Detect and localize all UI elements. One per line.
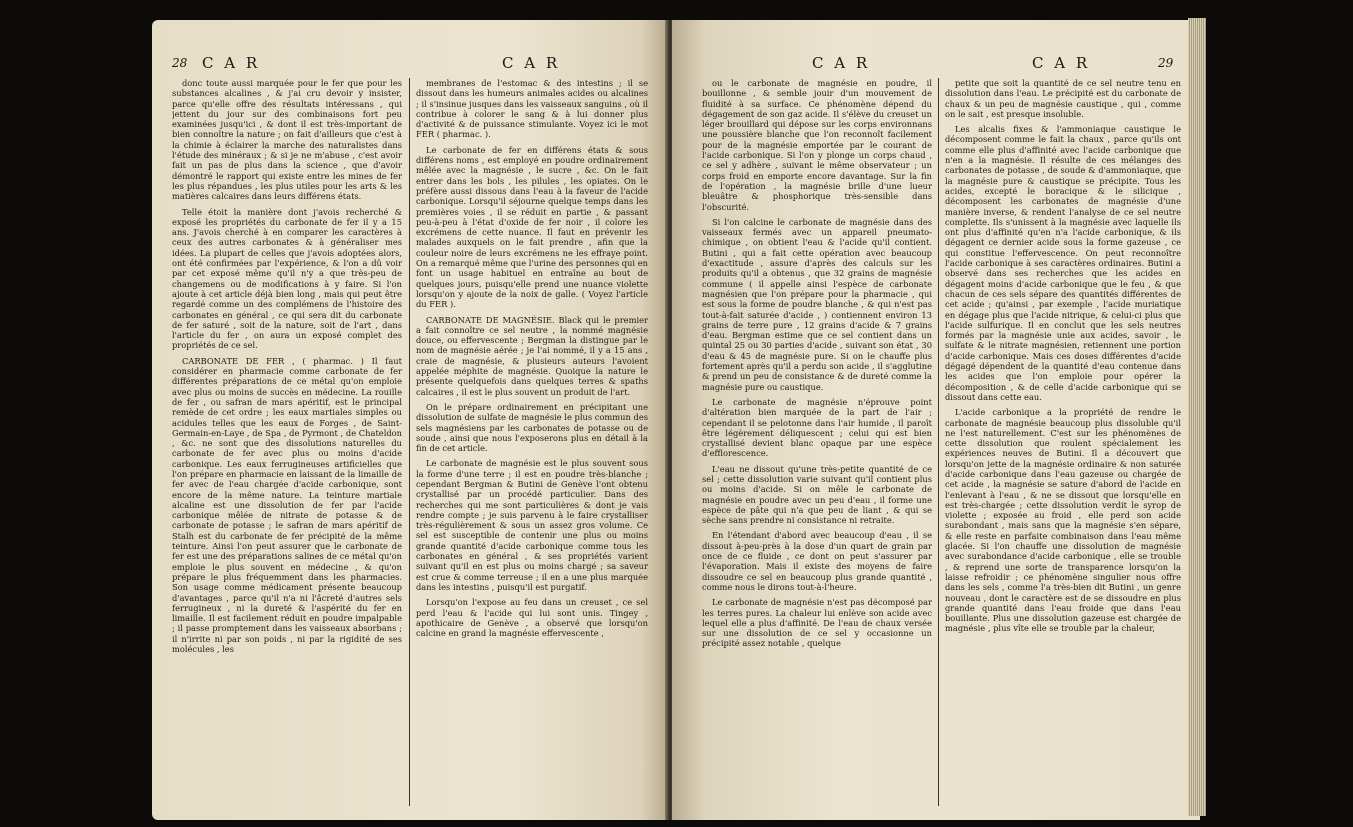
text-column-1 (172, 78, 402, 810)
running-head-right: C A R (1032, 54, 1091, 72)
running-head-left: C A R (812, 54, 871, 72)
paragraph: Le carbonate de magnésie n'éprouve point d'altération bien marquée de la part de l'air ; cependant il se pelotonne dans l'air humide , il paroît être légèrement déliquescent ; celui qui est bien crystallisé devient blanc opaque par une espèce d'efflorescence. (702, 396, 932, 459)
right-page (672, 20, 1200, 820)
paragraph: membranes de l'estomac & des intestins ; il se dissout dans les humeurs animales acides ou alcalines ; il s'insinue jusques dans les vaisseaux sanguins , où il contribue à colorer le sang & à lui donner plus d'activité & de puissance stimulante. Voyez ici le mot FER ( pharmac. ). (416, 78, 648, 140)
paragraph: donc toute aussi marquée pour le fer que pour les substances alcalines , & j'ai cru devoir y insister, parce qu'elle offre des résultats intéressans , qui jettent du jour sur des combinaisons fort peu examinées jusqu'ici , & dont il est très-important de bien connoître la nature ; on fait d'ailleurs que c'est à la chimie à éclairer la marche des naturalistes dans l'étude des minéraux ; & si je ne m'abuse , c'est avoir fait un pas de plus dans la science , que d'avoir démontré le rapport qui existe entre les mines de fer les plus répandues , les plus utiles pour les arts & les matières calcaires dans leurs différens états. (172, 78, 402, 202)
paragraph: petite que soit la quantité de ce sel neutre tenu en dissolution dans l'eau. Le précipité est du carbonate de chaux & un peu de magnésie caustique , qui , comme on le sait , est presque insoluble. (945, 78, 1181, 119)
paragraph: Le carbonate de fer en différens états & sous différens noms , est employé en poudre ordinairement mêlée avec la magnésie , le sucre , &c. On le fait entrer dans les bols , les pilules , les opiates. On le préfère aussi dissous dans l'eau à la faveur de l'acide carbonique. Lorsqu'il séjourne quelque temps dans les premières voies , il se réduit en partie , & passant peu-à-peu à l'état d'oxide de fer noir , il colore les excrémens de cette nuance. Il faut en prévenir les malades auxquels on le fait prendre , afin que la couleur noire de leurs excrémens ne les effraye point. On a remarqué même que l'urine des personnes qui en font un usage habituel en entraîne au bout de quelques jours, puisqu'elle prend une nuance violette lorsqu'on y ajoute de la noix de galle. ( Voyez l'article du FER ). (416, 144, 648, 310)
paragraph: Si l'on calcine le carbonate de magnésie dans des vaisseaux fermés avec un appareil pneumato-chimique , on obtient l'eau & l'acide qu'il contient. Butini , qui a fait cette opération avec beaucoup d'exactitude , assure d'après des calculs sur les produits qu'il a obtenus , que 32 grains de magnésie commune ( il appelle ainsi l'espèce de carbonate magnésien que l'on prépare pour la pharmacie , qui est sous la forme de poudre blanche , & qui n'est pas tout-à-fait saturée d'acide , ) contiennent environ 13 grains de terre pure , 12 grains d'acide & 7 grains d'eau. Bergman estime que ce sel contient dans un quintal 25 ou 30 parties d'acide , suivant son état , 30 d'eau & 45 de magnésie pure. Si on le chauffe plus fortement après qu'il a perdu son acide , il s'agglutine & prend un peu de consistance & de dureté comme la magnésie pure ou caustique. (702, 216, 932, 392)
paragraph: Telle étoit la manière dont j'avois recherché & exposé les propriétés du carbonate de fer il y a 15 ans. J'avois cherché à en comparer les caractères à ceux des autres carbonates & à généraliser mes idées. La plupart de celles que j'avois adoptées alors, ont été confirmées par l'expérience, & l'on a dû voir par cet exposé même qu'il n'y a que très-peu de changemens ou de modifications à y faire. Si l'on ajoute à cet article déjà bien long , mais qui peut être regardé comme un des complémens de l'histoire des carbonates en général , ce qui sera dit du carbonate de fer saturé , soit de la nature, soit de l'art , dans l'article du fer , on aura un exposé complet des propriétés de ce sel. (172, 206, 402, 351)
paragraph: Lorsqu'on l'expose au feu dans un creuset , ce sel perd l'eau & l'acide qui lui sont unis. Tingey , apothicaire de Genève , a observé que lorsqu'on calcine en grand la magnésie effervescente , (416, 597, 648, 639)
paragraph: En l'étendant d'abord avec beaucoup d'eau , il se dissout à-peu-près à la dose d'un quart de grain par once de ce fluide , ce dont on peut s'assurer par l'évaporation. Mais il existe des moyens de faire dissoudre ce sel en beaucoup plus grande quantité , comme nous le dirons tout-à-l'heure. (702, 530, 932, 592)
paragraph: ou le carbonate de magnésie en poudre, il bouillonne , & semble jouir d'un mouvement de fluidité à sa surface. Ce phénomène dépend du dégagement de son gaz acide. Il s'élève du creuset un léger brouillard qui dépose sur les corps environnans une poussière blanche que l'on reconnoît facilement pour de la magnésie emportée par le courant de l'acide carbonique. Si l'on y plonge un corps chaud , ce sel y adhère , suivant le même observateur ; un corps froid en emporte encore davantage. Sur la fin de l'opération , la magnésie brille d'une lueur bleuâtre & phosphorique très-sensible dans l'obscurité. (702, 78, 932, 212)
page-number: 28 (172, 56, 188, 70)
column-rule (938, 78, 939, 806)
running-head-left: C A R (202, 54, 261, 72)
left-page (152, 20, 667, 820)
page-number: 29 (1158, 56, 1174, 70)
column-rule (409, 78, 410, 806)
text-column-2 (416, 78, 648, 810)
open-book (152, 20, 1200, 820)
text-column-2 (945, 78, 1181, 810)
paragraph: Le carbonate de magnésie n'est pas décomposé par les terres pures. La chaleur lui enlève son acide avec lequel elle a plus d'affinité. De l'eau de chaux versée sur une dissolution de ce sel y occasionne un précipité assez notable , quelque (702, 597, 932, 649)
page-edges (1188, 18, 1206, 816)
paragraph: L'acide carbonique a la propriété de rendre le carbonate de magnésie beaucoup plus dissoluble qu'il ne l'est naturellement. C'est sur les phénomènes de cette dissolution que roulent spécialement les expériences neuves de Butini. Il a découvert que lorsqu'on jette de la magnésie ordinaire & non saturée d'acide carbonique dans l'eau gazeuse ou chargée de cet acide , la magnésie se sature d'abord de l'acide en l'enlevant à l'eau , & ne se dissout que lorsqu'elle en est très-chargée ; cette dissolution verdit le syrop de violette ; exposée au froid , elle perd son acide surabondant , mais sans que la magnésie s'en sépare, & elle reste en parfaite combinaison dans l'eau même glacée. Si l'on chauffe une dissolution de magnésie avec surabondance d'acide carbonique , elle se trouble , & reprend une sorte de transparence lorsqu'on la laisse refroidir ; ce phénomène singulier nous offre dans les sels , comme l'a très-bien dit Butini , un genre nouveau , dont le caractère est de se dissoudre en plus grande quantité dans l'eau froide que dans l'eau bouillante. Plus une dissolution gazeuse est chargée de magnésie , plus vîte elle se trouble par la chaleur, (945, 407, 1181, 634)
paragraph: Le carbonate de magnésie est le plus souvent sous la forme d'une terre ; il est en poudre très-blanche ; cependant Bergman & Butini de Genève l'ont obtenu crystallisé par un procédé particulier. Dans des recherches qui me sont particulières & dont je vais rendre compte ; je suis parvenu à le faire crystalliser très-régulièrement & sous un assez gros volume. Ce sel est susceptible de contenir une plus ou moins grande quantité d'acide carbonique comme tous les carbonates en général , & ses propriétés varient suivant qu'il en est plus ou moins chargé ; sa saveur est crue & comme terreuse ; il en a une plus marquée dans les intestins , puisqu'il est purgatif. (416, 458, 648, 592)
paragraph: On le prépare ordinairement en précipitant une dissolution de sulfate de magnésie le plus commun des sels magnésiens par les carbonates de potasse ou de soude , ainsi que nous l'exposerons plus en détail à la fin de cet article. (416, 401, 648, 454)
paragraph: Les alcalis fixes & l'ammoniaque caustique le décomposent comme le fait la chaux , parce qu'ils ont comme elle plus d'affinité avec l'acide carbonique que n'en a la magnésie. Il résulte de ces mélanges des carbonates de potasse , de soude & d'ammoniaque, que la magnésie pure & caustique se précipite. Tous les acides, excepté le boracique & le silicique , décomposent les carbonates de magnésie d'une manière inverse, & rendent l'analyse de ce sel neutre complette. Ils s'unissent à la magnésie avec laquelle ils ont plus d'affinité qu'en n'a l'acide carbonique, & ils dégagent ce dernier acide sous la forme gazeuse , ce qui constitue l'effervescence. On peut reconnoître l'acide carbonique à ses caractères ordinaires. Butini a observé dans ses recherches que les acides en dégagent moins d'acide carbonique que le feu , & que chacun de ces sels sépare des quantités différentes de cet acide ; qu'ainsi , par exemple , l'acide muriatique en dégage plus que l'acide nitrique, & celui-ci plus que l'acide sulfurique. Il en conclut que les sels neutres formés par la magnésie unie aux acides, savoir , le sulfate & le nitrate magnésien, retiennent une portion d'acide carbonique. Mais ces doses différentes d'acide dégagé dépendent de la quantité d'eau contenue dans les acides que l'on emploie pour opérer la décomposition , & de celle d'acide carbonique qui se dissout dans cette eau. (945, 124, 1181, 402)
text-column-1 (702, 78, 932, 810)
paragraph: L'eau ne dissout qu'une très-petite quantité de ce sel ; cette dissolution varie suivant qu'il contient plus ou moins d'acide. Si on mêle le carbonate de magnésie en poudre avec un peu d'eau , il forme une espèce de pâte qui n'a que peu de liant , & qui se sèche sans prendre ni consistance ni retraite. (702, 463, 932, 526)
paragraph: CARBONATE DE MAGNÉSIE. Black qui le premier a fait connoître ce sel neutre , la nommé magnésie douce, ou effervescente ; Bergman la distingue par le nom de magnésie aérée ; je l'ai nommé, il y a 15 ans , craie de magnésie, & plusieurs auteurs l'avoient appelée méphite de magnésie. Quoique la nature le présente quelquefois dans quelques terres & spaths calcaires , il est le plus souvent un produit de l'art. (416, 314, 648, 397)
running-head-right: C A R (502, 54, 561, 72)
paragraph: CARBONATE DE FER , ( pharmac. ) Il faut considérer en pharmacie comme carbonate de fer différentes préparations de ce métal qu'on emploie avec plus ou moins de succès en médecine. La rouille de fer , ou safran de mars apéritif, est le principal remède de cet ordre ; les eaux martiales simples ou acidules telles que les eaux de Forges , de Saint-Germain-en-Laye , de Spa , de Pyrmont , de Chateldon , &c. ne sont que des dissolutions naturelles du carbonate de fer avec plus ou moins d'acide carbonique. Les eaux ferrugineuses artificielles que l'on prépare en pharmacie en laissant de la limaille de fer avec de l'eau chargée d'acide carbonique, sont encore de la même nature. La teinture martiale alcaline est une dissolution de fer par l'acide carbonique mêlée de nitrate de potasse & de carbonate de potasse ; le safran de mars apéritif de Stalh est du carbonate de fer précipité de la même teinture. Ainsi l'on peut assurer que le carbonate de fer est une des préparations salines de ce métal qu'on emploie le plus souvent en médecine , & qu'on prépare le plus fréquemment dans les pharmacies. Son usage comme médicament présente beaucoup d'avantages , parce qu'il n'a ni l'âcreté d'autres sels ferrugineux , ni la dureté & l'aspérité du fer en limaille. Il est facilement réduit en poudre impalpable ; il passe promptement dans les vaisseaux absorbans ; il n'irrite ni par son poids , ni par la rigidité de ses molécules , les (172, 355, 402, 655)
